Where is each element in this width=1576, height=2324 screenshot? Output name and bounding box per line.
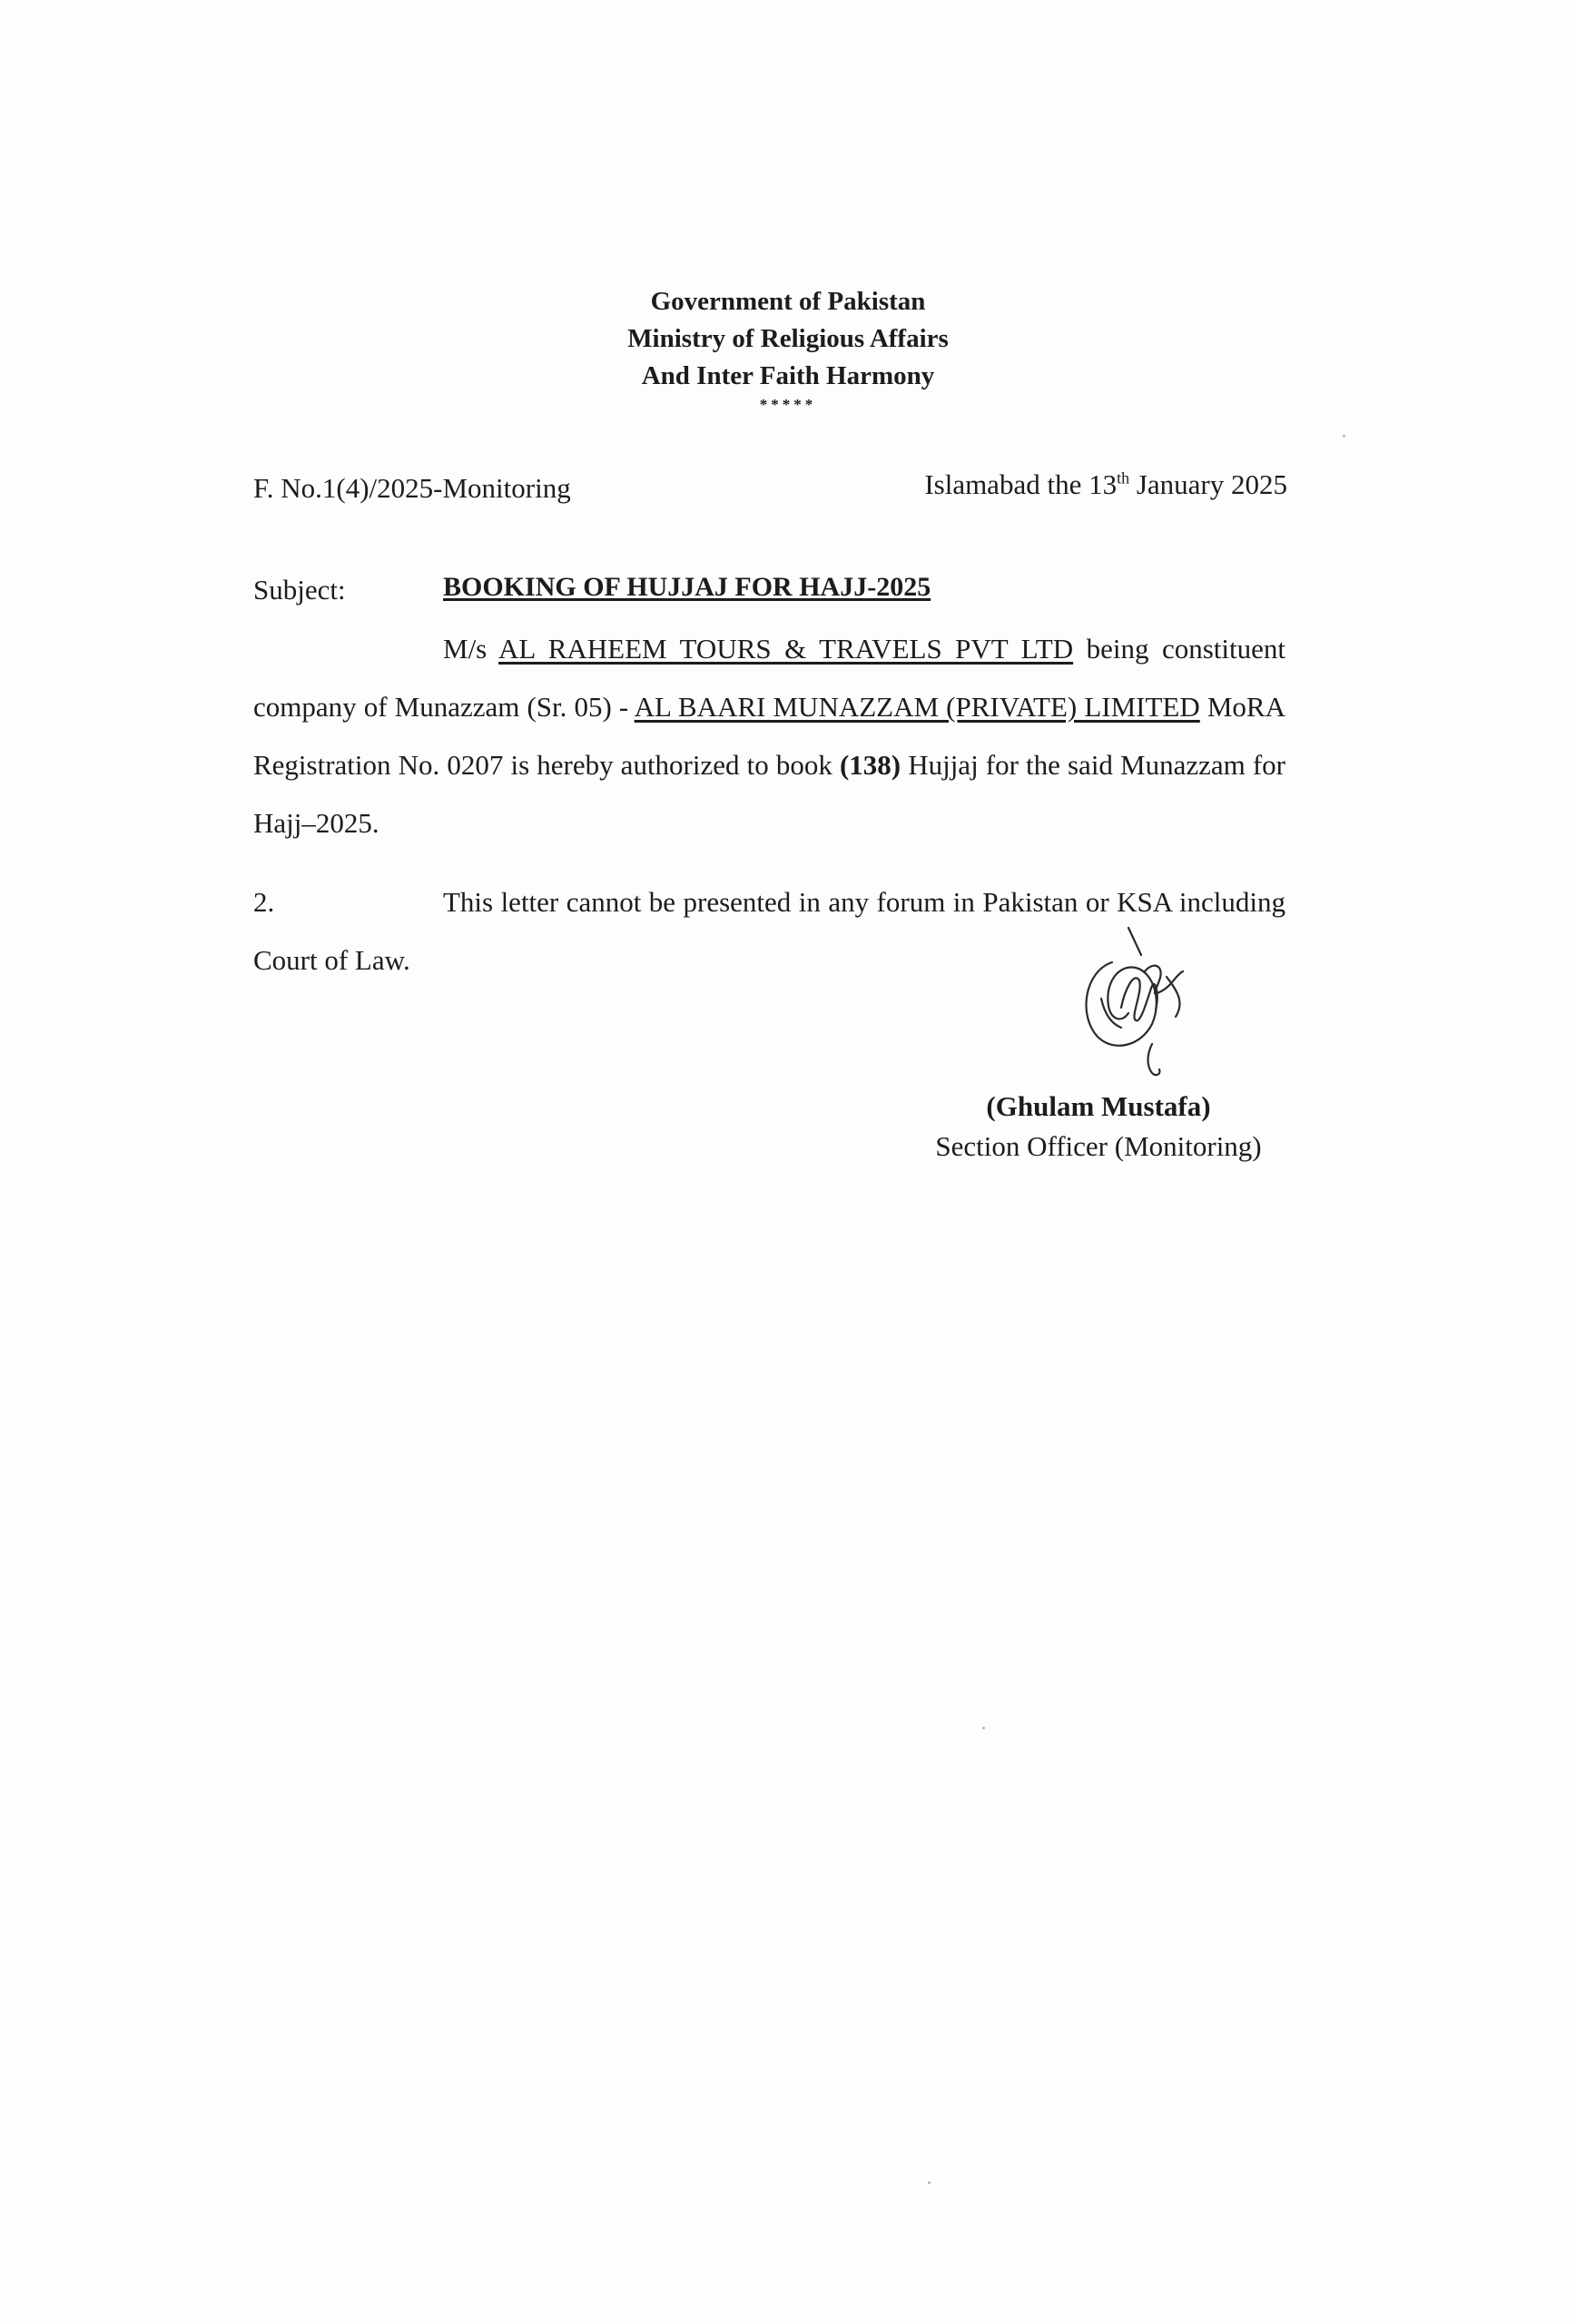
file-reference-number: F. No.1(4)/2025-Monitoring (253, 472, 571, 504)
para1-end: Hujjaj for the said Munazzam for Hajj–2025. (253, 749, 1285, 839)
scan-speck (1343, 435, 1345, 438)
letterhead-ministry: Ministry of Religious Affairs (627, 324, 949, 353)
para1-mid: being constituent company of Munazzam (Sr. 05) - (253, 633, 1286, 723)
para1-prefix: M/s (443, 633, 499, 665)
para1-after: MoRA Registration No. 0207 is hereby authorized to book (253, 691, 1285, 781)
letterhead-stars: ***** (759, 396, 817, 413)
signatory-name: (Ghulam Mustafa) (986, 1090, 1211, 1122)
company-name: AL RAHEEM TOURS & TRAVELS PVT LTD (498, 633, 1074, 665)
signature-block (908, 1087, 1289, 1167)
letterhead-government: Government of Pakistan (650, 287, 926, 316)
paragraph-2-text: This letter cannot be presented in any forum in Pakistan or KSA including Court of Law. (253, 886, 1285, 976)
signatory-designation: Section Officer (Monitoring) (935, 1130, 1262, 1162)
paragraph-1 (253, 620, 1285, 852)
scan-speck (928, 2181, 931, 2184)
subject-title: BOOKING OF HUJJAJ FOR HAJJ-2025 (443, 572, 931, 602)
scan-speck (982, 1727, 985, 1729)
subject-label: Subject: (253, 574, 346, 606)
munazzam-name: AL BAARI MUNAZZAM (PRIVATE) LIMITED (634, 691, 1200, 723)
date-suffix: January 2025 (1129, 468, 1287, 500)
date-prefix: Islamabad the 13 (924, 468, 1118, 500)
letterhead (0, 283, 1576, 415)
signature-mark (1058, 908, 1230, 1089)
letterhead-ministry-cont: And Inter Faith Harmony (641, 361, 935, 390)
paragraph-number: 2. (253, 886, 275, 918)
hujjaj-count: (138) (839, 749, 901, 781)
date-ordinal: th (1117, 468, 1130, 487)
letter-date (924, 468, 1287, 501)
